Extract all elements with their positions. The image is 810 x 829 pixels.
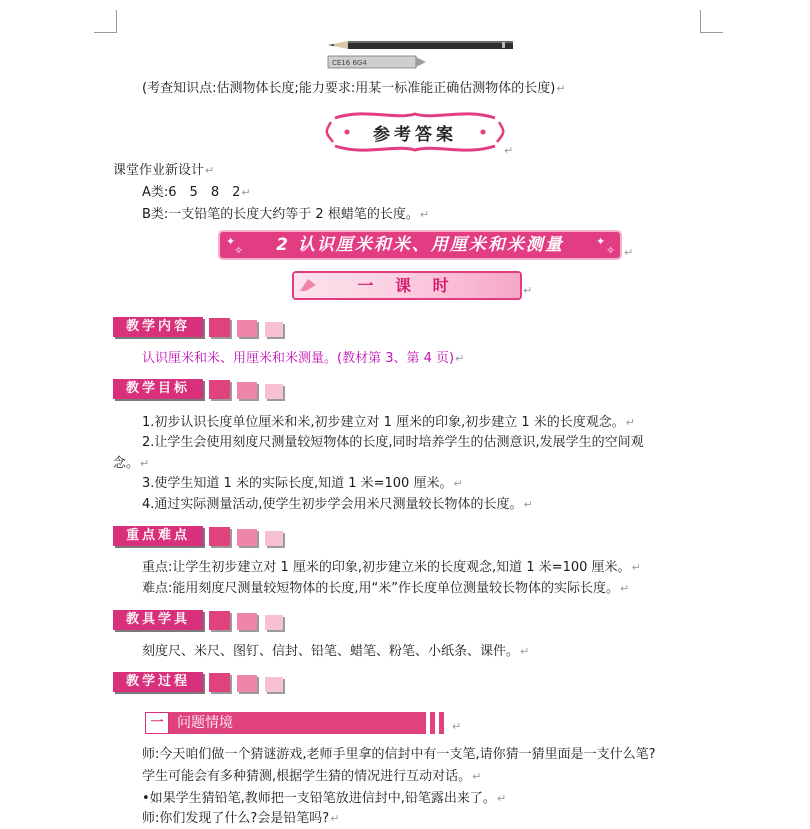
chapter-banner [220,232,620,258]
goal-item-text: 3.使学生知道 1 米的实际长度,知道 1 米=100 厘米。 [142,476,453,491]
problem-scenario-number: 一 [145,712,169,734]
goal-item [142,496,533,514]
decor-square [265,677,283,692]
knowledge-note [142,80,566,98]
goal-item-text: 4.通过实际测量活动,使学生初步学会用米尺测量较长物体的长度。 [142,497,523,512]
paragraph-mark: ↵ [455,352,465,365]
paragraph-mark: ↵ [472,770,482,783]
process-item [142,746,656,764]
decor-square [265,531,283,546]
answer-banner [325,108,514,157]
decor-square [265,384,283,399]
section-label: 教学目标 [113,379,203,399]
decor-square [209,318,230,337]
tools-text [142,643,529,661]
star-icon: ✦ [596,235,606,248]
homework-title-text: 课堂作业新设计 [113,163,205,178]
paragraph-mark: ↵ [504,144,514,157]
paragraph-mark: ↵ [496,792,507,805]
paragraph-mark: ↵ [241,186,251,199]
goal-item [142,434,644,452]
paragraph-mark: ↵ [625,416,635,429]
process-item [142,790,506,808]
paragraph-mark: ↵ [523,284,533,297]
goal-item-text: 念。 [113,456,140,471]
decor-square [237,382,257,399]
process-item-text: 师:你们发现了什么?会是铅笔吗? [142,811,330,826]
goal-item [142,414,635,432]
content-text [142,350,464,368]
star-icon: ✧ [606,244,616,257]
key-point-item [142,580,629,598]
key-point-item [142,559,641,577]
process-item-text: 学生可能会有多种猜测,根据学生猜的情况进行互动对话。 [142,769,472,784]
decor-square [209,380,230,399]
homework-answer-b [142,206,429,224]
decor-square [265,615,283,630]
decor-square [237,529,257,546]
paragraph-mark: ↵ [453,477,463,490]
goal-item-text: 2.让学生会使用刻度尺测量较短物体的长度,同时培养学生的估测意识,发展学生的空间观 [142,435,644,450]
section-label: 教学过程 [113,672,203,692]
knowledge-note-text: (考查知识点:估测物体长度;能力要求:用某一标准能正确估测物体的长度) [142,81,556,96]
process-item-text: •如果学生猜铅笔,教师把一支铅笔放进信封中,铅笔露出来了。 [142,791,496,806]
paragraph-mark: ↵ [520,645,530,658]
goal-item [142,475,463,493]
lesson-banner [292,271,522,300]
goal-item-text: 1.初步认识长度单位厘米和米,初步建立对 1 厘米的印象,初步建立 1 米的长度观念。 [142,415,625,430]
homework-answer-a [142,184,251,202]
decor-square [265,322,283,337]
problem-scenario-bar [169,712,447,734]
process-item [142,768,481,786]
star-icon: ✦ [226,235,236,248]
answer-banner-title: 参考答案 [373,125,457,145]
section-label: 教学内容 [113,317,203,337]
decor-square [237,613,257,630]
process-item [142,810,339,828]
process-item-text: 师:今天咱们做一个猜谜游戏,老师手里拿的信封中有一支笔,请你猜一猜里面是一支什么笔? [142,747,656,762]
decor-square [237,675,257,692]
key-point-text: 难点:能用刻度尺测量较短物体的长度,用“米”作长度单位测量较长物体的实际长度。 [142,581,619,596]
homework-answer-b-text: B类:一支铅笔的长度大约等于 2 根蜡笔的长度。 [142,207,419,222]
crayon-icon [328,56,426,68]
chapter-title: 2 认识厘米和米、用厘米和米测量 [276,235,564,255]
decor-square [209,527,230,546]
decor-square [209,673,230,692]
paragraph-mark: ↵ [140,457,150,470]
content-text-body: 认识厘米和米、用厘米和米测量。(教材第 3、第 4 页) [142,351,455,366]
key-point-text: 重点:让学生初步建立对 1 厘米的印象,初步建立米的长度观念,知道 1 米=100 厘米。 [142,560,631,575]
paragraph-mark: ↵ [624,246,634,259]
pencil-icon [328,41,513,49]
lesson-title: 一 课 时 [357,276,457,295]
section-label: 重点难点 [113,526,203,546]
pencil-crayon-illustration [326,36,516,72]
homework-title [113,162,214,180]
homework-answer-a-text: A类:6 5 8 2 [142,185,241,200]
decor-square [237,320,257,337]
paragraph-mark: ↵ [205,164,215,177]
decor-square [209,611,230,630]
paragraph-mark: ↵ [631,561,641,574]
paragraph-mark: ↵ [523,498,533,511]
paragraph-mark: ↵ [419,208,430,221]
page-corner-top-left [94,10,117,33]
goal-item [113,455,149,473]
crayon-label: CE16 6G4 [332,59,367,67]
paragraph-mark: ↵ [452,720,462,733]
problem-scenario-title: 问题情境 [177,715,233,731]
page-corner-top-right [700,10,723,33]
paragraph-mark: ↵ [330,812,340,825]
paragraph-mark: ↵ [556,82,566,95]
tools-text-body: 刻度尺、米尺、图钉、信封、铅笔、蜡笔、粉笔、小纸条、课件。 [142,644,520,659]
section-label: 教具学具 [113,610,203,630]
paragraph-mark: ↵ [619,582,630,595]
star-icon: ✧ [234,244,244,257]
